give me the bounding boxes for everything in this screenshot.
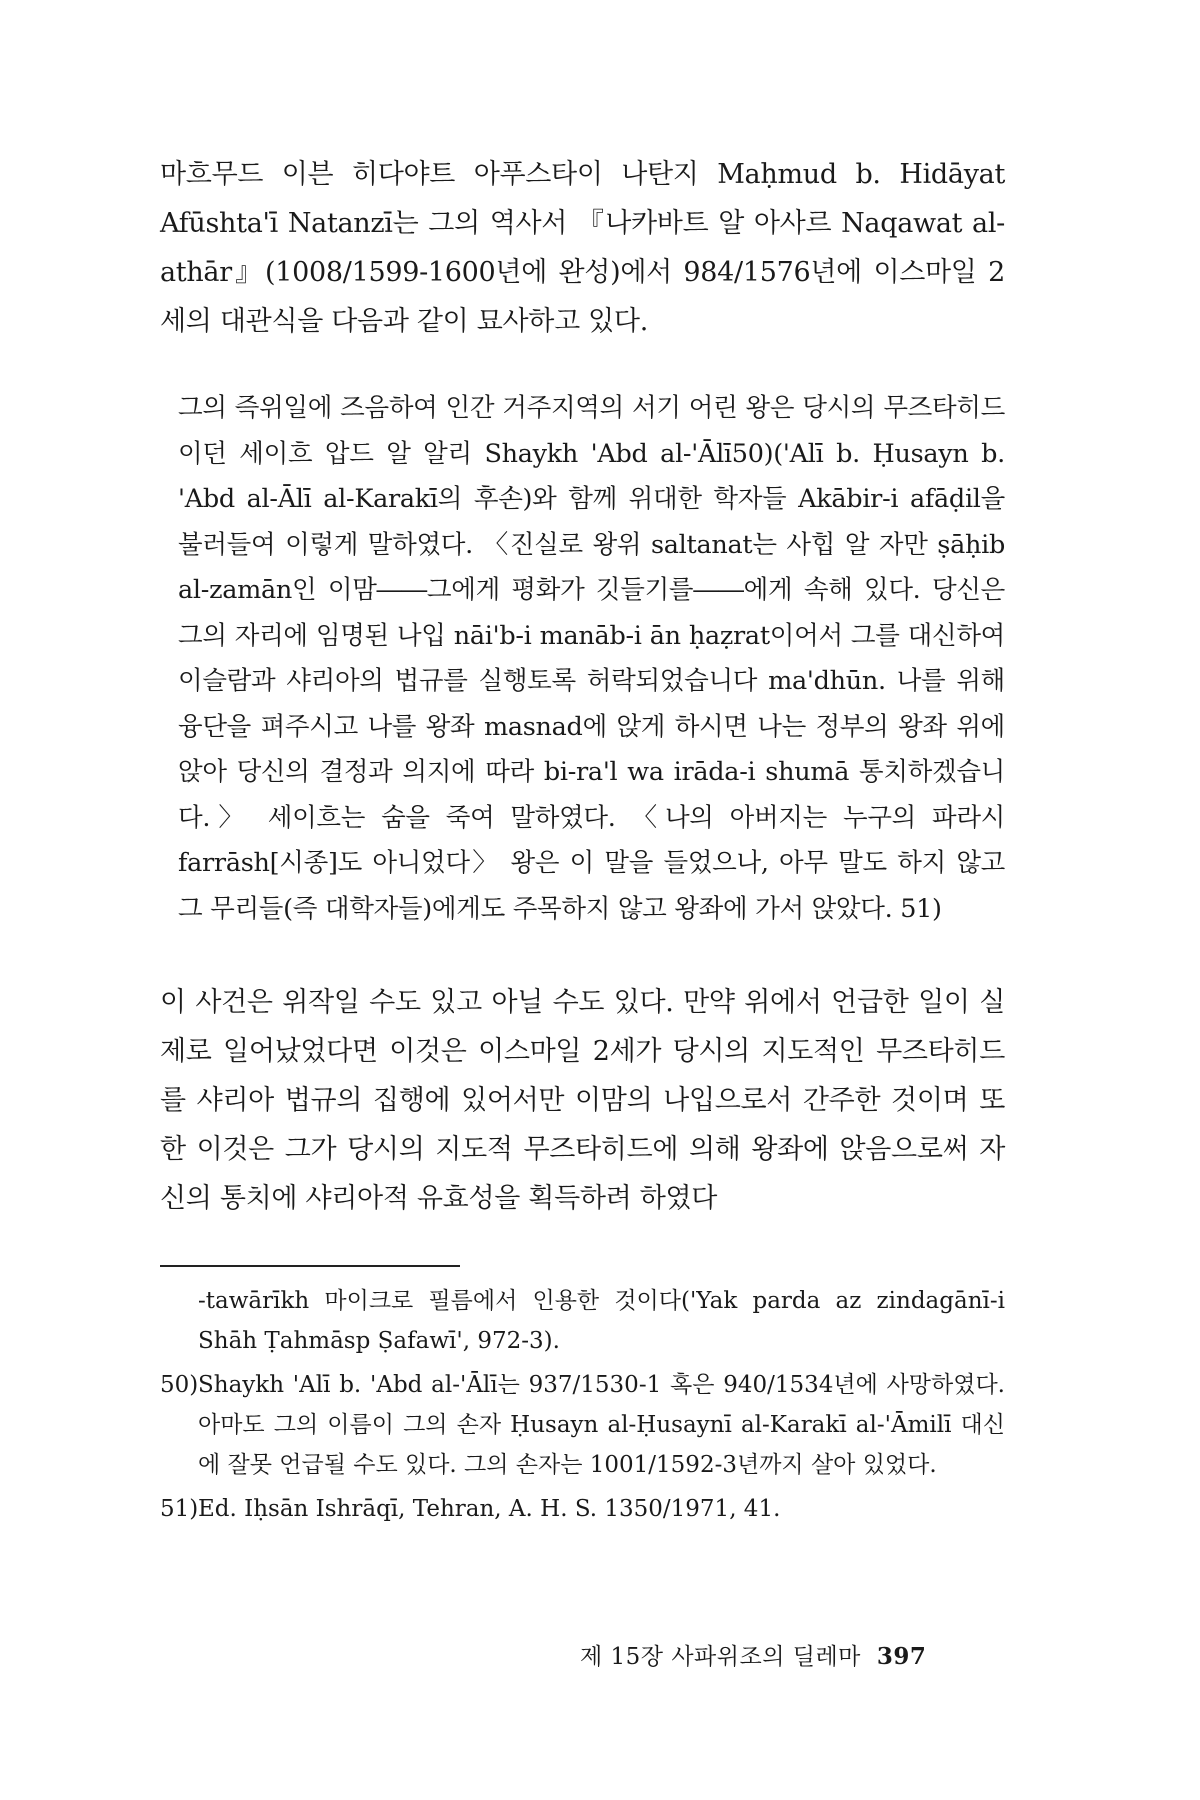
footnote-text: Shaykh 'Alī b. 'Abd al-'Ālī는 937/1530-1 혹은 940/1534년에 사망하였다. 아마도 그의 이름이 그의 손자 Ḥusayn al-Ḥusaynī al-Karakī al-'Āmilī 대신에 잘못 언급될 수도 있다. 그의 손자는 1001/1592-3년까지 살아 있었다. bbox=[198, 1372, 1005, 1478]
footnotes bbox=[160, 1281, 1005, 1529]
block-quote: 그의 즉위일에 즈음하여 인간 거주지역의 서기 어린 왕은 당시의 무즈타히드이던 세이흐 압드 알 알리 Shaykh 'Abd al-'Ālī50)('Alī b. Ḥusayn b. 'Abd al-Ālī al-Karakī의 후손)와 함께 위대한 학자들 Akābir-i afāḍil을 불러들여 이렇게 말하였다. 〈진실로 왕위 saltanat는 사힙 알 자만 ṣāḥib al-zamān인 이맘――그에게 평화가 깃들기를――에게 속해 있다. 당신은 그의 자리에 임명된 나입 nāi'b-i manāb-i ān ḥaẓrat이어서 그를 대신하여 이슬람과 샤리아의 법규를 실행토록 허락되었습니다 ma'dhūn. 나를 위해 융단을 펴주시고 나를 왕좌 masnad에 앉게 하시면 나는 정부의 왕좌 위에 앉아 당신의 결정과 의지에 따라 bi-ra'l wa irāda-i shumā 통치하겠습니다.〉 세이흐는 숨을 죽여 말하였다. 〈나의 아버지는 누구의 파라시 farrāsh[시종]도 아니었다〉 왕은 이 말을 들었으나, 아무 말도 하지 않고 그 무리들(즉 대학자들)에게도 주목하지 않고 왕좌에 가서 앉았다. 51) bbox=[178, 393, 1005, 924]
page-number: 397 bbox=[876, 1643, 927, 1670]
chapter-title: 제 15장 사파위조의 딜레마 bbox=[580, 1644, 861, 1670]
footnote-text: Ed. Iḥsān Ishrāqī, Tehran, A. H. S. 1350/1971, 41. bbox=[198, 1496, 781, 1522]
body-paragraph-1: 마흐무드 이븐 히다야트 아푸스타이 나탄지 Maḥmud b. Hidāyat Afūshta'ī Natanzī는 그의 역사서 『나카바트 알 아사르 Naqawat al-athār』(1008/1599-1600년에 완성)에서 984/1576년에 이스마일 2세의 대관식을 다음과 같이 묘사하고 있다. bbox=[160, 159, 1005, 337]
footnote-text: -tawārīkh 마이크로 필름에서 인용한 것이다('Yak parda az zindagānī-i Shāh Ṭahmāsp Ṣafawī', 972-3). bbox=[198, 1288, 1005, 1354]
body-paragraph-2: 이 사건은 위작일 수도 있고 아닐 수도 있다. 만약 위에서 언급한 일이 실제로 일어났었다면 이것은 이스마일 2세가 당시의 지도적인 무즈타히드를 샤리아 법규의 집행에 있어서만 이맘의 나입으로서 간주한 것이며 또한 이것은 그가 당시의 지도적 무즈타히드에 의해 왕좌에 앉음으로써 자신의 통치에 샤리아적 유효성을 획득하려 하였다 bbox=[160, 987, 1005, 1214]
footnote-50 bbox=[160, 1365, 1005, 1485]
page-content bbox=[160, 150, 1005, 1533]
footnote-number: 51) bbox=[160, 1496, 199, 1522]
footnote-51 bbox=[160, 1489, 1005, 1529]
footnote-divider bbox=[160, 1265, 460, 1267]
footnote-number bbox=[160, 1281, 198, 1361]
running-footer bbox=[580, 1638, 980, 1671]
footnote-number: 50) bbox=[160, 1372, 199, 1398]
footnote-continuation bbox=[160, 1281, 1005, 1361]
